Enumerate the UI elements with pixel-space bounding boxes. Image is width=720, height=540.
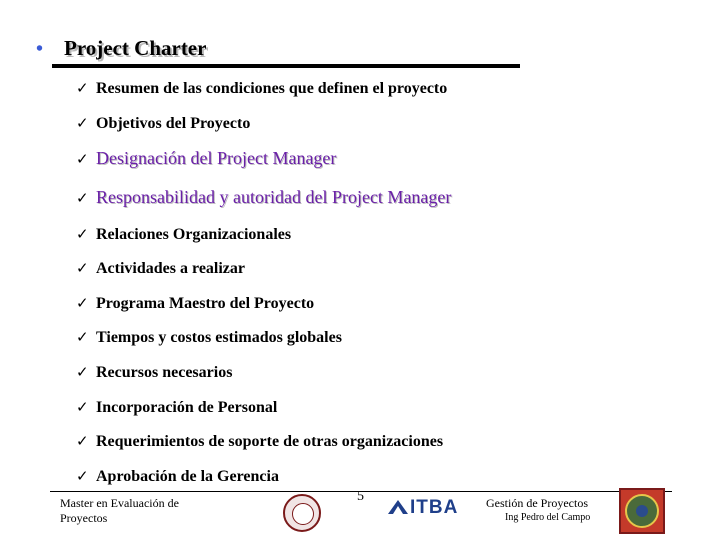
check-icon: ✓: [76, 114, 89, 132]
list-item: ✓ Objetivos del Proyecto: [76, 114, 251, 132]
check-icon: ✓: [76, 398, 89, 416]
list-item: ✓ Aprobación de la Gerencia: [76, 467, 279, 485]
footer-program: [60, 496, 200, 526]
page-number: 5: [357, 489, 364, 504]
check-icon: ✓: [76, 363, 89, 381]
itba-logo-mark-icon: [388, 500, 408, 514]
list-item: ✓ Incorporación de Personal: [76, 398, 278, 416]
itba-logo: [388, 497, 468, 519]
footer-program-line2: Proyectos: [60, 511, 108, 525]
title-underline: [52, 64, 520, 68]
check-icon: ✓: [76, 79, 89, 97]
check-icon: ✓: [76, 432, 89, 450]
institution-badge-icon: [619, 488, 665, 534]
check-icon: ✓: [76, 328, 89, 346]
university-seal-icon: [283, 494, 321, 532]
list-item: ✓ Designación del Project Manager: [76, 148, 337, 168]
page-title: Project Charter: [64, 36, 207, 60]
list-item: ✓ Programa Maestro del Proyecto: [76, 294, 315, 312]
list-item: ✓ Actividades a realizar: [76, 259, 246, 277]
footer-instructor: Ing Pedro del Campo: [505, 512, 591, 523]
title-bullet: •: [36, 38, 44, 60]
check-icon: ✓: [76, 150, 89, 168]
check-icon: ✓: [76, 259, 89, 277]
check-icon: ✓: [76, 225, 89, 243]
footer-program-line1: Master en Evaluación de: [60, 496, 179, 510]
list-item: ✓ Resumen de las condiciones que definen el proyecto: [76, 79, 448, 97]
check-icon: ✓: [76, 294, 89, 312]
footer-course: Gestión de Proyectos: [486, 496, 588, 510]
check-icon: ✓: [76, 189, 89, 207]
list-item: ✓ Requerimientos de soporte de otras organizaciones: [76, 432, 444, 450]
list-item: ✓ Responsabilidad y autoridad del Project Manager: [76, 187, 452, 207]
itba-logo-text: ITBA: [410, 497, 459, 518]
list-item: ✓ Relaciones Organizacionales: [76, 225, 292, 243]
check-icon: ✓: [76, 467, 89, 485]
list-item: ✓ Tiempos y costos estimados globales: [76, 328, 342, 346]
list-item: ✓ Recursos necesarios: [76, 363, 233, 381]
